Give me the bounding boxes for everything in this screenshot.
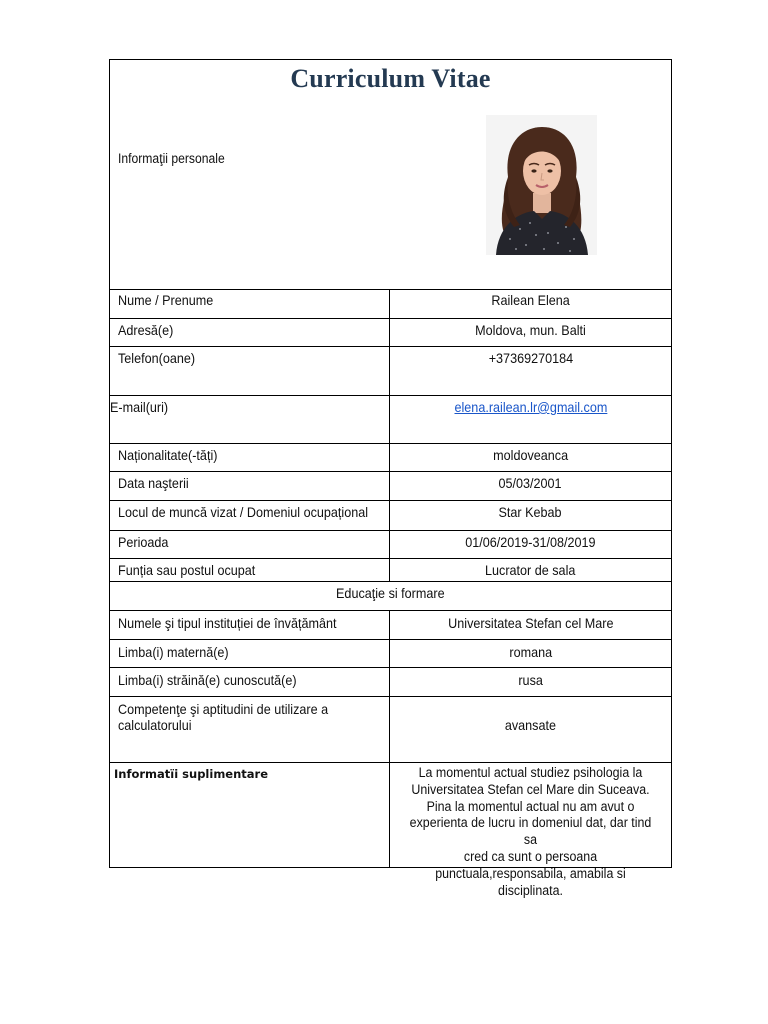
row-value [390, 717, 671, 733]
computer-skills-label-line2: calculatorului [118, 717, 192, 733]
supplementary-line: Pina la momentul actual nu am avut o [426, 798, 635, 814]
row-value [390, 504, 671, 520]
cv-row [110, 472, 671, 501]
education-heading-row [110, 582, 671, 611]
row-label: Funția sau postul ocupat [118, 562, 256, 578]
cv-row [110, 640, 671, 668]
row-label: Numele şi tipul instituției de învățământ [118, 615, 337, 631]
cv-document [109, 59, 672, 898]
workplace-value: Star Kebab [498, 504, 563, 520]
cv-row [110, 763, 671, 898]
row-value [390, 292, 671, 308]
row-label: Naționalitate(-tăți) [118, 447, 218, 463]
row-value [390, 350, 671, 366]
column-divider [389, 763, 390, 867]
position-value: Lucrator de sala [485, 562, 576, 578]
computer-skills-label-line1: Competenţe şi aptitudini de utilizare a [118, 701, 329, 717]
cv-row [110, 347, 671, 396]
supplementary-label: Informatïi suplimentare [114, 767, 269, 781]
cv-row [110, 444, 671, 472]
name-value: Railean Elena [491, 292, 570, 308]
cv-row [110, 319, 671, 347]
row-label: Telefon(oane) [118, 350, 196, 366]
row-value [390, 562, 671, 578]
personal-info-heading: Informaţii personale [118, 151, 225, 166]
cv-row [110, 668, 671, 697]
row-label: Data naşterii [118, 475, 189, 491]
education-heading [110, 585, 671, 601]
row-value [390, 615, 671, 631]
cv-header [110, 60, 671, 290]
row-value [390, 475, 671, 491]
row-value [390, 644, 671, 660]
institution-value: Universitatea Stefan cel Mare [447, 615, 614, 631]
row-label: Locul de muncă vizat / Domeniul ocupațional [118, 504, 369, 520]
native-language-value: romana [509, 644, 552, 660]
supplementary-line: experienta de lucru in domeniul dat, dar tind sa [409, 815, 652, 848]
profile-photo [486, 115, 597, 255]
cv-row [110, 559, 671, 582]
supplementary-text [394, 765, 667, 899]
foreign-language-value: rusa [518, 672, 543, 688]
row-value [390, 322, 671, 338]
row-label: Perioada [118, 534, 169, 550]
cv-row [110, 697, 671, 763]
row-value [390, 399, 671, 415]
row-label: E-mail(uri) [110, 399, 169, 415]
phone-value: +37369270184 [488, 350, 573, 366]
row-label: Nume / Prenume [118, 292, 214, 308]
row-label: Adresă(e) [118, 322, 174, 338]
supplementary-line: La momentul actual studiez psihologia la [418, 765, 643, 780]
row-value [390, 534, 671, 550]
cv-row [110, 611, 671, 640]
cv-row [110, 289, 671, 319]
cv-row [110, 396, 671, 444]
computer-skills-value: avansate [504, 717, 557, 733]
cv-row [110, 501, 671, 531]
row-value [390, 672, 671, 688]
email-link[interactable]: elena.railean.lr@gmail.com [454, 399, 607, 415]
period-value: 01/06/2019-31/08/2019 [465, 534, 596, 550]
row-label: Limba(i) maternă(e) [118, 644, 229, 660]
supplementary-line: Universitatea Stefan cel Mare din Suceava. [411, 781, 650, 797]
address-value: Moldova, mun. Balti [475, 322, 586, 338]
cv-title: Curriculum Vitae [290, 64, 491, 93]
row-label: Limba(i) străină(e) cunoscută(e) [118, 672, 297, 688]
computer-skills-label [118, 701, 328, 733]
birthdate-value: 05/03/2001 [498, 475, 563, 491]
supplementary-line: cred ca sunt o persoana [463, 848, 598, 864]
nationality-value: moldoveanca [493, 447, 568, 463]
row-value [390, 447, 671, 463]
supplementary-line: punctuala,responsabila, amabila si disciplinata. [435, 865, 626, 898]
education-heading-text: Educaţie si formare [336, 585, 445, 601]
cv-row [110, 531, 671, 559]
